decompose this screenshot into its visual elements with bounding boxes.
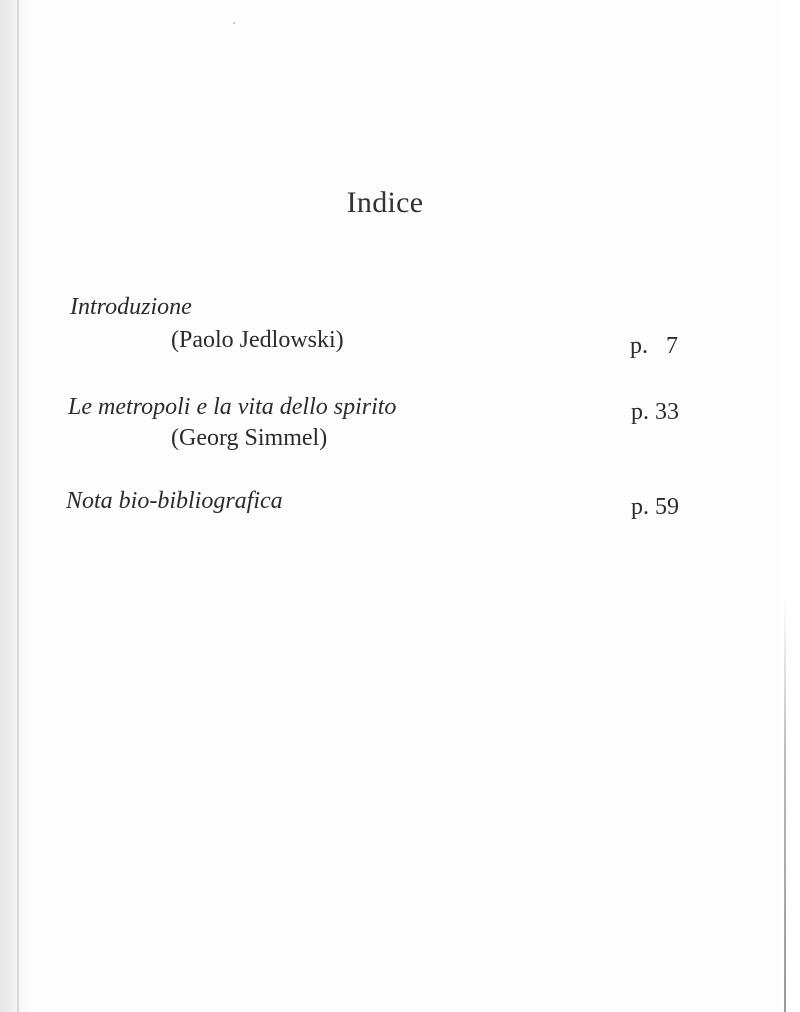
toc-entry-title: Le metropoli e la vita dello spirito bbox=[68, 394, 397, 420]
toc-entry-page: p. 7 bbox=[630, 333, 678, 359]
toc-entry-title: Introduzione bbox=[70, 294, 192, 320]
toc-entry-title: Nota bio-bibliografica bbox=[66, 488, 283, 514]
toc-entry-author: (Georg Simmel) bbox=[171, 425, 328, 451]
scan-left-binding-line bbox=[17, 0, 19, 1012]
scan-right-edge-line bbox=[784, 600, 786, 1012]
toc-entry-page: p. 59 bbox=[631, 494, 679, 520]
toc-entry-author: (Paolo Jedlowski) bbox=[171, 327, 344, 353]
scan-speck bbox=[233, 22, 235, 24]
toc-entry-page: p. 33 bbox=[631, 399, 679, 425]
page-title: Indice bbox=[346, 186, 424, 219]
scan-left-edge-shadow bbox=[0, 0, 30, 1012]
scan-right-edge bbox=[778, 0, 800, 1012]
